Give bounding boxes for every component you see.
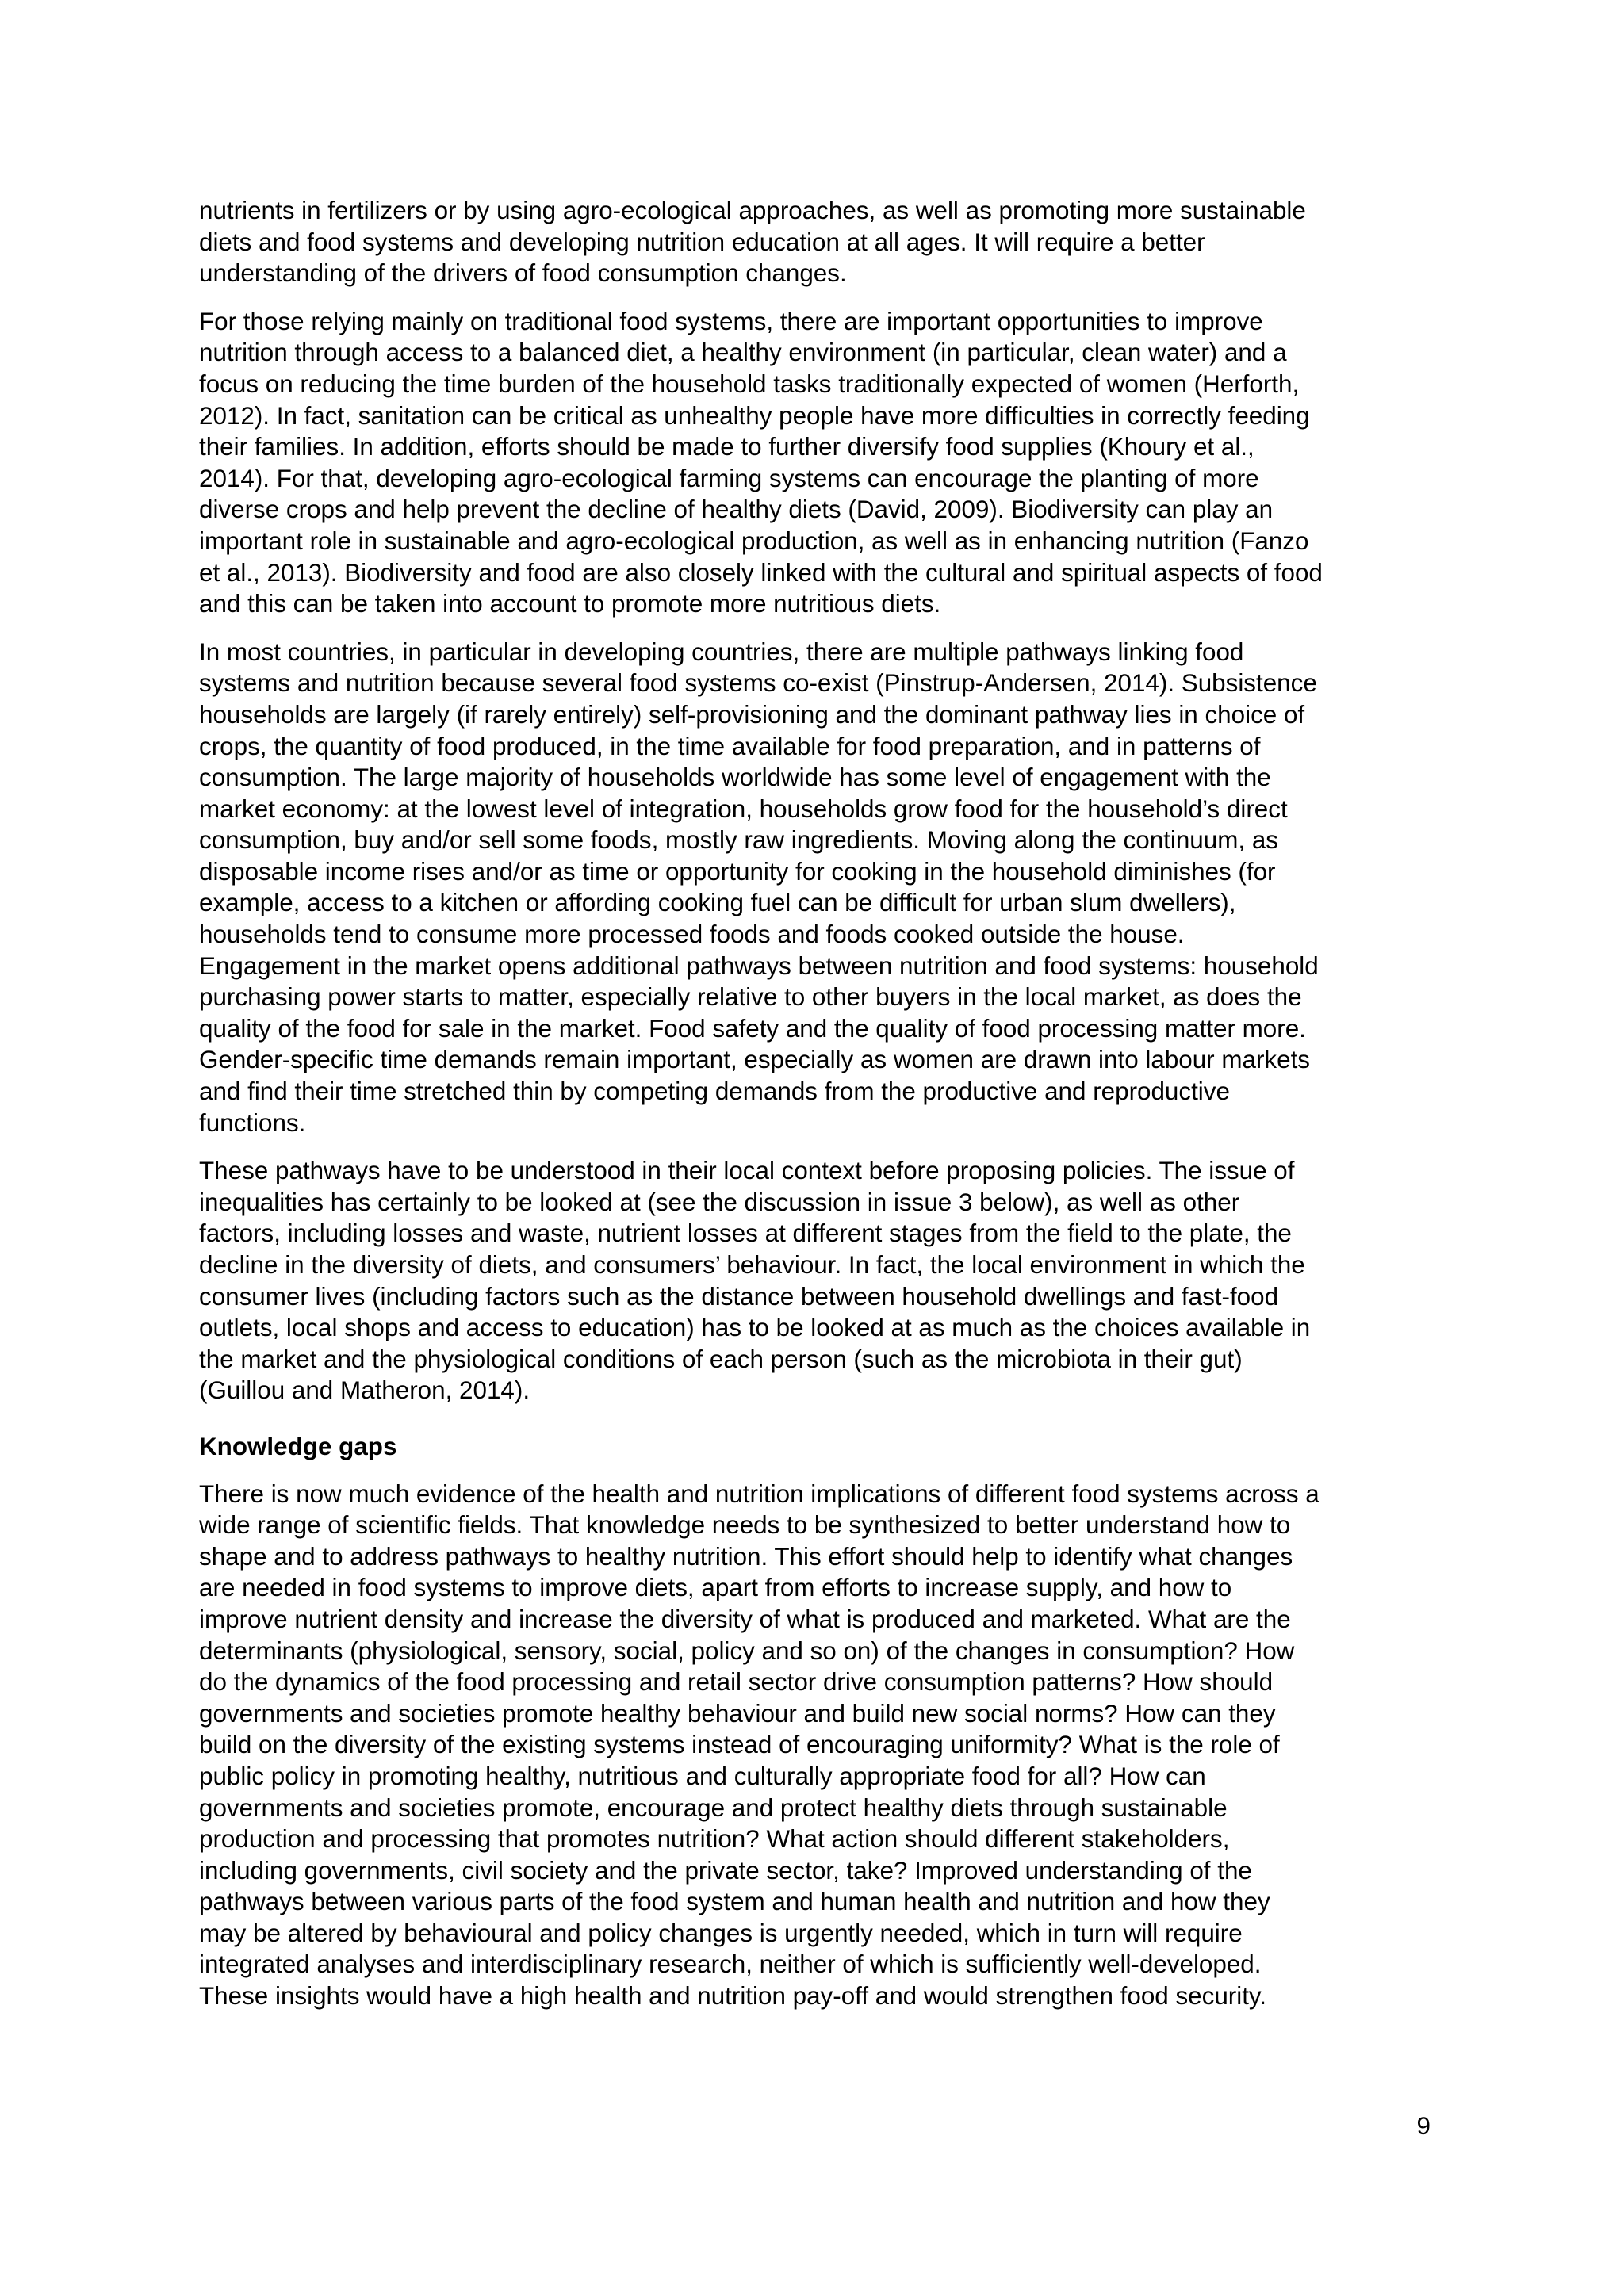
paragraph-local-context: These pathways have to be understood in their local context before proposing policies. The issue of inequalities has certainly to be looked at (see the discussion in issue 3 below), as well as other factors, including losses and waste, nutrient losses at different stages from the field to the plate, the decline in the diversity of diets, and consumers’ behaviour. In fact, the local environment in which the consumer lives (including factors such as the distance between household dwellings and fast-food outlets, local shops and access to education) has to be looked at as much as the choices available in the market and the physiological conditions of each person (such as the microbiota in their gut) (Guillou and Matheron, 2014). — [199, 1157, 1311, 1405]
paragraph-nutrients: nutrients in fertilizers or by using agro-ecological approaches, as well as promoting more sustainable diets and food systems and developing nutrition education at all ages. It will require a better understanding of the drivers of food consumption changes. — [199, 197, 1306, 288]
document-page — [199, 195, 1444, 2029]
page-number: 9 — [1416, 2112, 1431, 2140]
paragraph-traditional-food-systems: For those relying mainly on traditional food systems, there are important opportunities to improve nutrition through access to a balanced diet, a healthy environment (in particular, clean water) and a focus on reducing the time burden of the household tasks traditionally expected of women (Herforth, 2012). In fact, sanitation can be critical as unhealthy people have more difficulties in correctly feeding their families. In addition, efforts should be made to further diversify food supplies (Khoury et al., 2014). For that, developing agro-ecological farming systems can encourage the planting of more diverse crops and help prevent the decline of healthy diets (David, 2009). Biodiversity can play an important role in sustainable and agro-ecological production, as well as in enhancing nutrition (Fanzo et al., 2013). Biodiversity and food are also closely linked with the cultural and spiritual aspects of food and this can be taken into account to promote more nutritious diets. — [199, 307, 1323, 618]
paragraph-knowledge-gaps: There is now much evidence of the health and nutrition implications of different food systems across a wide range of scientific fields. That knowledge needs to be synthesized to better understand how to shape and to address pathways to healthy nutrition. This effort should help to identify what changes are needed in food systems to improve diets, apart from efforts to increase supply, and how to improve nutrient density and increase the diversity of what is produced and marketed. What are the determinants (physiological, sensory, social, policy and so on) of the changes in consumption? How do the dynamics of the food processing and retail sector drive consumption patterns? How should governments and societies promote healthy behaviour and build new social norms? How can they build on the diversity of the existing systems instead of encouraging uniformity? What is the role of public policy in promoting healthy, nutritious and culturally appropriate food for all? How can governments and societies promote, encourage and protect healthy diets through sustainable production and processing that promotes nutrition? What action should different stakeholders, including governments, civil society and the private sector, take? Improved understanding of the pathways between various parts of the food system and human health and nutrition and how they may be altered by behavioural and policy changes is urgently needed, which in turn will require integrated analyses and interdisciplinary research, neither of which is sufficiently well-developed. These insights would have a high health and nutrition pay-off and would strengthen food security. — [199, 1479, 1320, 2011]
section-heading-knowledge-gaps: Knowledge gaps — [199, 1432, 397, 1460]
paragraph-pathways-linking: In most countries, in particular in developing countries, there are multiple pathways linking food systems and nutrition because several food systems co-exist (Pinstrup-Andersen, 2014). Subsistence households are largely (if rarely entirely) self-provisioning and the dominant pathway lies in choice of crops, the quantity of food produced, in the time available for food preparation, and in patterns of consumption. The large majority of households worldwide has some level of engagement with the market economy: at the lowest level of integration, households grow food for the household’s direct consumption, buy and/or sell some foods, mostly raw ingredients. Moving along the continuum, as disposable income rises and/or as time or opportunity for cooking in the household diminishes (for example, access to a kitchen or affording cooking fuel can be difficult for urban slum dwellers), households tend to consume more processed foods and foods cooked outside the house. Engagement in the market opens additional pathways between nutrition and food systems: household purchasing power starts to matter, especially relative to other buyers in the local market, as does the quality of the food for sale in the market. Food safety and the quality of food processing matter more. Gender-specific time demands remain important, especially as women are drawn into labour markets and find their time stretched thin by competing demands from the productive and reproductive functions. — [199, 637, 1319, 1137]
